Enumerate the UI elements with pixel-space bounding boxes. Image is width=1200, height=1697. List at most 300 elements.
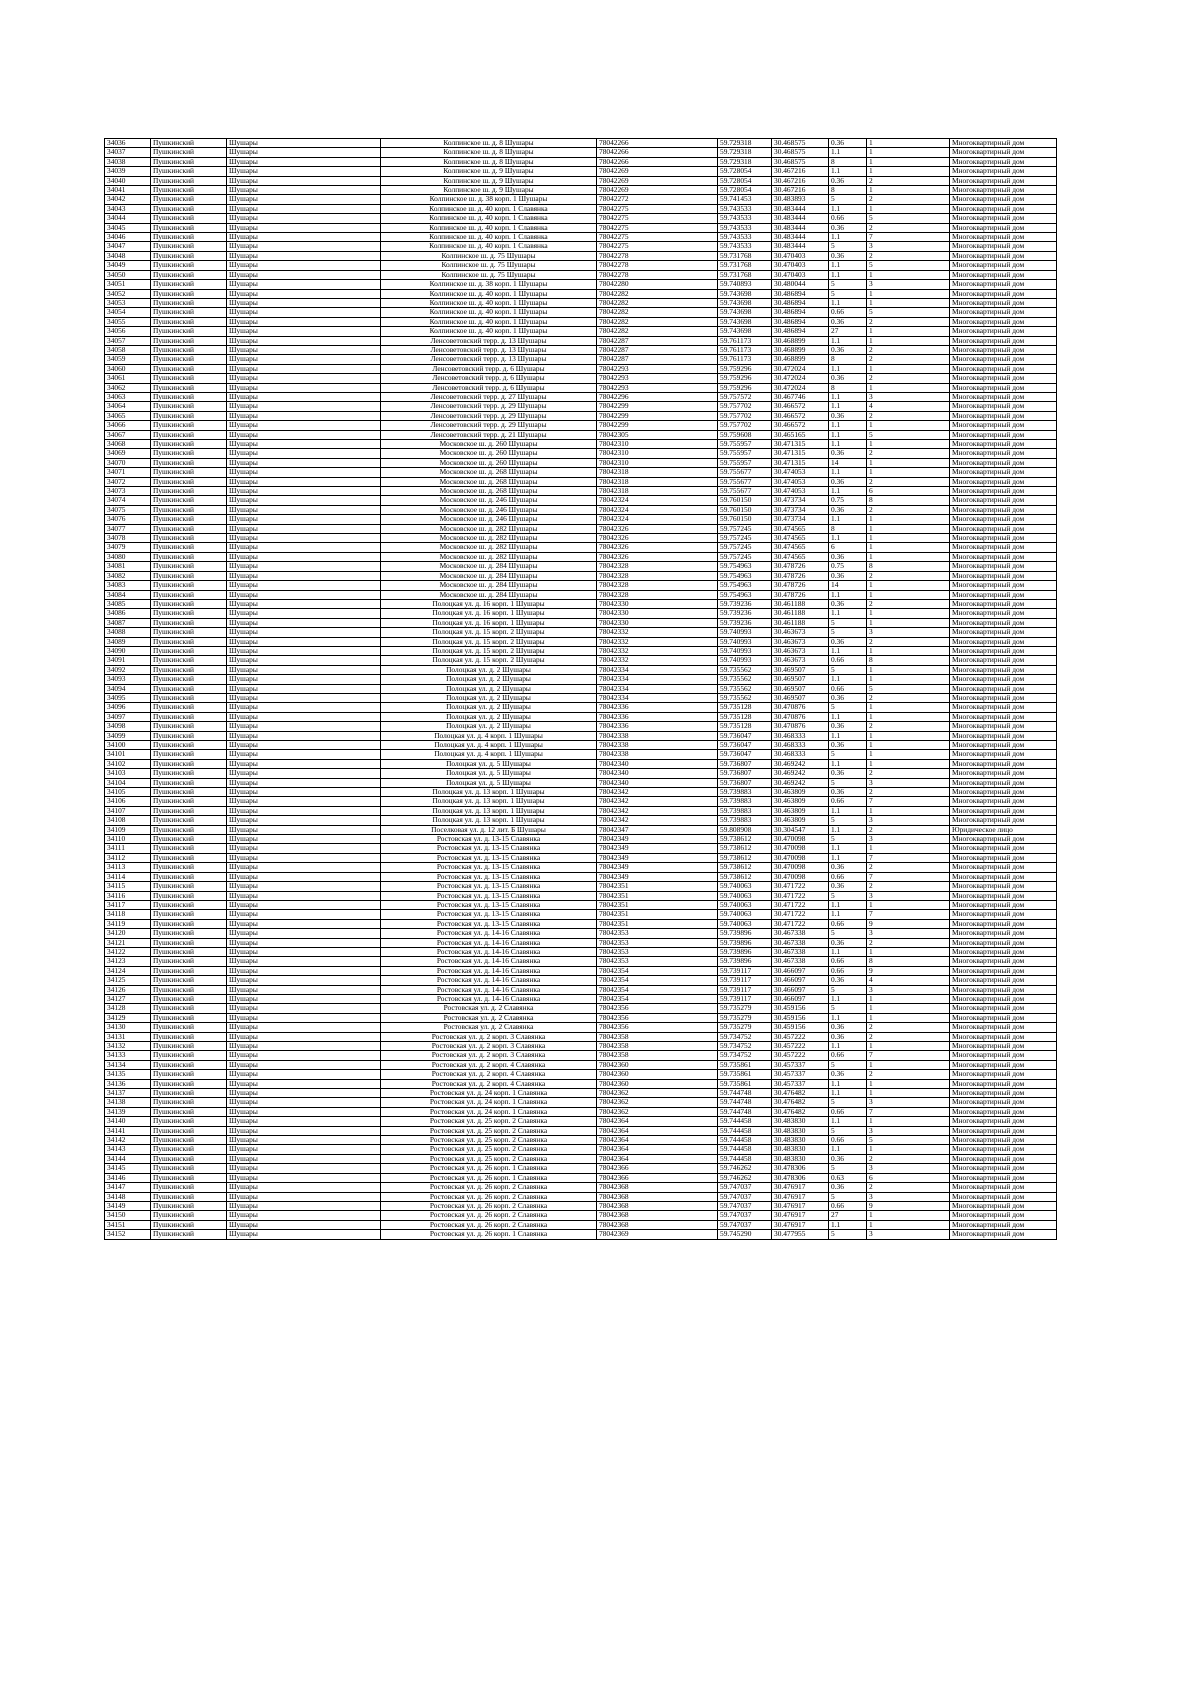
volume-cell: 1.1 — [829, 261, 867, 270]
latitude-cell: 59.736807 — [718, 769, 772, 778]
latitude-cell: 59.740063 — [718, 891, 772, 900]
longitude-cell: 30.469507 — [772, 675, 829, 684]
latitude-cell: 59.808908 — [718, 825, 772, 834]
table-row — [105, 477, 1057, 486]
table-row — [105, 552, 1057, 561]
settlement-cell: Шушары — [227, 383, 381, 392]
quantity-cell: 1 — [867, 1004, 950, 1013]
row-id-cell: 34129 — [105, 1013, 151, 1022]
object-type-cell: Многоквартирный дом — [950, 543, 1057, 552]
quantity-cell: 1 — [867, 994, 950, 1003]
latitude-cell: 59.735128 — [718, 703, 772, 712]
district-cell: Пушкинский — [151, 684, 227, 693]
settlement-cell: Шушары — [227, 976, 381, 985]
object-type-cell: Юридическое лицо — [950, 825, 1057, 834]
object-type-cell: Многоквартирный дом — [950, 534, 1057, 543]
district-cell: Пушкинский — [151, 872, 227, 881]
row-id-cell: 34066 — [105, 421, 151, 430]
object-code-cell: 78042282 — [597, 327, 718, 336]
longitude-cell: 30.478726 — [772, 571, 829, 580]
table-row — [105, 835, 1057, 844]
table-row — [105, 1117, 1057, 1126]
object-code-cell: 78042310 — [597, 449, 718, 458]
longitude-cell: 30.463673 — [772, 656, 829, 665]
table-row — [105, 214, 1057, 223]
object-code-cell: 78042334 — [597, 693, 718, 702]
longitude-cell: 30.474565 — [772, 534, 829, 543]
address-cell: Колпинское ш. д. 9 Шушары — [381, 186, 597, 195]
object-type-cell: Многоквартирный дом — [950, 1230, 1057, 1239]
district-cell: Пушкинский — [151, 261, 227, 270]
address-cell: Ростовская ул. д. 13-15 Славянка — [381, 844, 597, 853]
settlement-cell: Шушары — [227, 853, 381, 862]
quantity-cell: 1 — [867, 468, 950, 477]
object-type-cell: Многоквартирный дом — [950, 731, 1057, 740]
volume-cell: 0.36 — [829, 788, 867, 797]
latitude-cell: 59.740063 — [718, 919, 772, 928]
quantity-cell: 1 — [867, 383, 950, 392]
quantity-cell: 1 — [867, 148, 950, 157]
row-id-cell: 34082 — [105, 571, 151, 580]
volume-cell: 1.1 — [829, 1145, 867, 1154]
table-row — [105, 1107, 1057, 1116]
volume-cell: 1.1 — [829, 270, 867, 279]
settlement-cell: Шушары — [227, 816, 381, 825]
volume-cell: 1.1 — [829, 1042, 867, 1051]
object-type-cell: Многоквартирный дом — [950, 750, 1057, 759]
settlement-cell: Шушары — [227, 1154, 381, 1163]
district-cell: Пушкинский — [151, 289, 227, 298]
longitude-cell: 30.468899 — [772, 345, 829, 354]
address-cell: Полоцкая ул. д. 2 Шушары — [381, 722, 597, 731]
quantity-cell: 2 — [867, 411, 950, 420]
district-cell: Пушкинский — [151, 1051, 227, 1060]
district-cell: Пушкинский — [151, 938, 227, 947]
row-id-cell: 34137 — [105, 1089, 151, 1098]
volume-cell: 1.1 — [829, 731, 867, 740]
quantity-cell: 1 — [867, 167, 950, 176]
latitude-cell: 59.738612 — [718, 844, 772, 853]
settlement-cell: Шушары — [227, 646, 381, 655]
table-row — [105, 590, 1057, 599]
quantity-cell: 1 — [867, 186, 950, 195]
district-cell: Пушкинский — [151, 167, 227, 176]
longitude-cell: 30.478726 — [772, 562, 829, 571]
object-code-cell: 78042275 — [597, 214, 718, 223]
address-cell: Ростовская ул. д. 13-15 Славянка — [381, 891, 597, 900]
longitude-cell: 30.463673 — [772, 637, 829, 646]
district-cell: Пушкинский — [151, 1023, 227, 1032]
object-type-cell: Многоквартирный дом — [950, 186, 1057, 195]
settlement-cell: Шушары — [227, 1211, 381, 1220]
quantity-cell: 2 — [867, 251, 950, 260]
quantity-cell: 1 — [867, 806, 950, 815]
volume-cell: 0.36 — [829, 1154, 867, 1163]
longitude-cell: 30.476482 — [772, 1107, 829, 1116]
table-row — [105, 646, 1057, 655]
volume-cell: 5 — [829, 665, 867, 674]
table-row — [105, 176, 1057, 185]
latitude-cell: 59.744748 — [718, 1098, 772, 1107]
row-id-cell: 34051 — [105, 280, 151, 289]
quantity-cell: 5 — [867, 430, 950, 439]
settlement-cell: Шушары — [227, 308, 381, 317]
latitude-cell: 59.741453 — [718, 195, 772, 204]
table-row — [105, 317, 1057, 326]
longitude-cell: 30.477955 — [772, 1230, 829, 1239]
object-type-cell: Многоквартирный дом — [950, 345, 1057, 354]
object-type-cell: Многоквартирный дом — [950, 994, 1057, 1003]
quantity-cell: 1 — [867, 1211, 950, 1220]
settlement-cell: Шушары — [227, 364, 381, 373]
table-row — [105, 411, 1057, 420]
latitude-cell: 59.746262 — [718, 1173, 772, 1182]
longitude-cell: 30.483444 — [772, 233, 829, 242]
volume-cell: 5 — [829, 703, 867, 712]
object-code-cell: 78042364 — [597, 1136, 718, 1145]
object-type-cell: Многоквартирный дом — [950, 1004, 1057, 1013]
address-cell: Ленсоветовский терр. д. 29 Шушары — [381, 402, 597, 411]
latitude-cell: 59.757245 — [718, 524, 772, 533]
district-cell: Пушкинский — [151, 336, 227, 345]
district-cell: Пушкинский — [151, 186, 227, 195]
quantity-cell: 1 — [867, 1060, 950, 1069]
settlement-cell: Шушары — [227, 966, 381, 975]
settlement-cell: Шушары — [227, 543, 381, 552]
object-type-cell: Многоквартирный дом — [950, 496, 1057, 505]
longitude-cell: 30.459156 — [772, 1013, 829, 1022]
latitude-cell: 59.739236 — [718, 599, 772, 608]
district-cell: Пушкинский — [151, 1032, 227, 1041]
object-type-cell: Многоквартирный дом — [950, 684, 1057, 693]
latitude-cell: 59.739896 — [718, 947, 772, 956]
object-type-cell: Многоквартирный дом — [950, 270, 1057, 279]
address-cell: Колпинское ш. д. 40 корп. 1 Шушары — [381, 308, 597, 317]
volume-cell: 1.1 — [829, 900, 867, 909]
latitude-cell: 59.754963 — [718, 562, 772, 571]
table-row — [105, 430, 1057, 439]
table-row — [105, 703, 1057, 712]
table-row — [105, 1154, 1057, 1163]
quantity-cell: 1 — [867, 618, 950, 627]
address-cell: Колпинское ш. д. 40 корп. 1 Славянка — [381, 204, 597, 213]
settlement-cell: Шушары — [227, 900, 381, 909]
settlement-cell: Шушары — [227, 741, 381, 750]
object-code-cell: 78042326 — [597, 534, 718, 543]
table-row — [105, 392, 1057, 401]
latitude-cell: 59.755677 — [718, 477, 772, 486]
address-cell: Ленсоветовский терр. д. 29 Шушары — [381, 421, 597, 430]
table-row — [105, 581, 1057, 590]
row-id-cell: 34100 — [105, 741, 151, 750]
object-code-cell: 78042351 — [597, 891, 718, 900]
object-type-cell: Многоквартирный дом — [950, 929, 1057, 938]
settlement-cell: Шушары — [227, 270, 381, 279]
object-code-cell: 78042342 — [597, 806, 718, 815]
longitude-cell: 30.486894 — [772, 317, 829, 326]
row-id-cell: 34091 — [105, 656, 151, 665]
table-row — [105, 383, 1057, 392]
address-cell: Ростовская ул. д. 2 Славянка — [381, 1023, 597, 1032]
row-id-cell: 34094 — [105, 684, 151, 693]
quantity-cell: 1 — [867, 157, 950, 166]
object-type-cell: Многоквартирный дом — [950, 449, 1057, 458]
object-type-cell: Многоквартирный дом — [950, 1089, 1057, 1098]
volume-cell: 5 — [829, 1230, 867, 1239]
object-type-cell: Многоквартирный дом — [950, 468, 1057, 477]
longitude-cell: 30.483830 — [772, 1136, 829, 1145]
address-cell: Колпинское ш. д. 38 корп. 1 Шушары — [381, 195, 597, 204]
volume-cell: 27 — [829, 327, 867, 336]
table-row — [105, 487, 1057, 496]
settlement-cell: Шушары — [227, 411, 381, 420]
quantity-cell: 1 — [867, 421, 950, 430]
row-id-cell: 34112 — [105, 853, 151, 862]
latitude-cell: 59.757572 — [718, 392, 772, 401]
address-cell: Полоцкая ул. д. 15 корп. 2 Шушары — [381, 637, 597, 646]
volume-cell: 1.1 — [829, 534, 867, 543]
quantity-cell: 7 — [867, 233, 950, 242]
table-row — [105, 919, 1057, 928]
object-type-cell: Многоквартирный дом — [950, 223, 1057, 232]
row-id-cell: 34143 — [105, 1145, 151, 1154]
district-cell: Пушкинский — [151, 693, 227, 702]
longitude-cell: 30.468333 — [772, 750, 829, 759]
district-cell: Пушкинский — [151, 1136, 227, 1145]
object-code-cell: 78042342 — [597, 797, 718, 806]
volume-cell: 0.36 — [829, 882, 867, 891]
longitude-cell: 30.469507 — [772, 665, 829, 674]
quantity-cell: 9 — [867, 919, 950, 928]
object-type-cell: Многоквартирный дом — [950, 1136, 1057, 1145]
district-cell: Пушкинский — [151, 1154, 227, 1163]
quantity-cell: 1 — [867, 1117, 950, 1126]
volume-cell: 1.1 — [829, 609, 867, 618]
object-type-cell: Многоквартирный дом — [950, 1098, 1057, 1107]
settlement-cell: Шушары — [227, 919, 381, 928]
object-type-cell: Многоквартирный дом — [950, 1117, 1057, 1126]
latitude-cell: 59.735279 — [718, 1023, 772, 1032]
volume-cell: 8 — [829, 383, 867, 392]
quantity-cell: 7 — [867, 1051, 950, 1060]
volume-cell: 0.36 — [829, 176, 867, 185]
quantity-cell: 5 — [867, 308, 950, 317]
settlement-cell: Шушары — [227, 571, 381, 580]
district-cell: Пушкинский — [151, 769, 227, 778]
volume-cell: 5 — [829, 929, 867, 938]
address-cell: Полоцкая ул. д. 15 корп. 2 Шушары — [381, 656, 597, 665]
object-type-cell: Многоквартирный дом — [950, 364, 1057, 373]
volume-cell: 5 — [829, 1098, 867, 1107]
latitude-cell: 59.739883 — [718, 806, 772, 815]
latitude-cell: 59.736807 — [718, 759, 772, 768]
latitude-cell: 59.743533 — [718, 214, 772, 223]
latitude-cell: 59.739896 — [718, 929, 772, 938]
object-code-cell: 78042324 — [597, 505, 718, 514]
longitude-cell: 30.461188 — [772, 599, 829, 608]
settlement-cell: Шушары — [227, 628, 381, 637]
volume-cell: 5 — [829, 195, 867, 204]
district-cell: Пушкинский — [151, 1060, 227, 1069]
table-row — [105, 929, 1057, 938]
district-cell: Пушкинский — [151, 929, 227, 938]
object-code-cell: 78042340 — [597, 769, 718, 778]
object-code-cell: 78042299 — [597, 402, 718, 411]
settlement-cell: Шушары — [227, 1201, 381, 1210]
table-row — [105, 816, 1057, 825]
district-cell: Пушкинский — [151, 1042, 227, 1051]
table-row — [105, 1070, 1057, 1079]
longitude-cell: 30.483444 — [772, 204, 829, 213]
latitude-cell: 59.744458 — [718, 1126, 772, 1135]
settlement-cell: Шушары — [227, 675, 381, 684]
row-id-cell: 34071 — [105, 468, 151, 477]
settlement-cell: Шушары — [227, 289, 381, 298]
settlement-cell: Шушары — [227, 985, 381, 994]
address-cell: Московское ш. д. 284 Шушары — [381, 581, 597, 590]
longitude-cell: 30.467216 — [772, 176, 829, 185]
longitude-cell: 30.476917 — [772, 1211, 829, 1220]
object-type-cell: Многоквартирный дом — [950, 703, 1057, 712]
address-cell: Ростовская ул. д. 14-16 Славянка — [381, 947, 597, 956]
quantity-cell: 2 — [867, 195, 950, 204]
settlement-cell: Шушары — [227, 402, 381, 411]
settlement-cell: Шушары — [227, 1183, 381, 1192]
latitude-cell: 59.759296 — [718, 374, 772, 383]
row-id-cell: 34075 — [105, 505, 151, 514]
row-id-cell: 34098 — [105, 722, 151, 731]
object-code-cell: 78042275 — [597, 233, 718, 242]
longitude-cell: 30.467338 — [772, 947, 829, 956]
volume-cell: 1.1 — [829, 1220, 867, 1229]
object-type-cell: Многоквартирный дом — [950, 233, 1057, 242]
address-cell: Московское ш. д. 246 Шушары — [381, 515, 597, 524]
row-id-cell: 34088 — [105, 628, 151, 637]
district-cell: Пушкинский — [151, 1126, 227, 1135]
settlement-cell: Шушары — [227, 994, 381, 1003]
object-type-cell: Многоквартирный дом — [950, 599, 1057, 608]
object-type-cell: Многоквартирный дом — [950, 722, 1057, 731]
table-row — [105, 1032, 1057, 1041]
table-row — [105, 741, 1057, 750]
address-cell: Ростовская ул. д. 13-15 Славянка — [381, 910, 597, 919]
volume-cell: 1.1 — [829, 392, 867, 401]
quantity-cell: 2 — [867, 1023, 950, 1032]
row-id-cell: 34133 — [105, 1051, 151, 1060]
district-cell: Пушкинский — [151, 139, 227, 148]
settlement-cell: Шушары — [227, 449, 381, 458]
object-type-cell: Многоквартирный дом — [950, 421, 1057, 430]
longitude-cell: 30.474565 — [772, 552, 829, 561]
longitude-cell: 30.469242 — [772, 769, 829, 778]
table-row — [105, 1230, 1057, 1239]
address-cell: Ростовская ул. д. 26 корп. 2 Славянка — [381, 1183, 597, 1192]
latitude-cell: 59.735562 — [718, 665, 772, 674]
district-cell: Пушкинский — [151, 882, 227, 891]
volume-cell: 1.1 — [829, 646, 867, 655]
object-code-cell: 78042358 — [597, 1032, 718, 1041]
row-id-cell: 34138 — [105, 1098, 151, 1107]
settlement-cell: Шушары — [227, 910, 381, 919]
address-cell: Ростовская ул. д. 26 корп. 1 Славянка — [381, 1173, 597, 1182]
object-code-cell: 78042354 — [597, 966, 718, 975]
object-code-cell: 78042326 — [597, 524, 718, 533]
longitude-cell: 30.474053 — [772, 468, 829, 477]
object-code-cell: 78042282 — [597, 289, 718, 298]
object-type-cell: Многоквартирный дом — [950, 797, 1057, 806]
object-code-cell: 78042330 — [597, 618, 718, 627]
longitude-cell: 30.486894 — [772, 298, 829, 307]
latitude-cell: 59.738612 — [718, 835, 772, 844]
volume-cell: 1.1 — [829, 298, 867, 307]
district-cell: Пушкинский — [151, 270, 227, 279]
longitude-cell: 30.470876 — [772, 703, 829, 712]
address-cell: Ростовская ул. д. 13-15 Славянка — [381, 835, 597, 844]
object-type-cell: Многоквартирный дом — [950, 251, 1057, 260]
settlement-cell: Шушары — [227, 562, 381, 571]
latitude-cell: 59.740893 — [718, 280, 772, 289]
object-code-cell: 78042293 — [597, 374, 718, 383]
address-cell: Ростовская ул. д. 25 корп. 2 Славянка — [381, 1136, 597, 1145]
latitude-cell: 59.734752 — [718, 1032, 772, 1041]
address-cell: Ростовская ул. д. 24 корп. 1 Славянка — [381, 1098, 597, 1107]
quantity-cell: 1 — [867, 524, 950, 533]
object-type-cell: Многоквартирный дом — [950, 919, 1057, 928]
quantity-cell: 3 — [867, 778, 950, 787]
object-type-cell: Многоквартирный дом — [950, 317, 1057, 326]
object-type-cell: Многоквартирный дом — [950, 167, 1057, 176]
district-cell: Пушкинский — [151, 242, 227, 251]
row-id-cell: 34107 — [105, 806, 151, 815]
settlement-cell: Шушары — [227, 618, 381, 627]
table-row — [105, 844, 1057, 853]
volume-cell: 5 — [829, 1164, 867, 1173]
object-type-cell: Многоквартирный дом — [950, 355, 1057, 364]
latitude-cell: 59.743533 — [718, 204, 772, 213]
address-cell: Московское ш. д. 246 Шушары — [381, 496, 597, 505]
latitude-cell: 59.740993 — [718, 646, 772, 655]
row-id-cell: 34038 — [105, 157, 151, 166]
quantity-cell: 1 — [867, 675, 950, 684]
address-cell: Полоцкая ул. д. 16 корп. 1 Шушары — [381, 618, 597, 627]
settlement-cell: Шушары — [227, 515, 381, 524]
quantity-cell: 1 — [867, 703, 950, 712]
table-row — [105, 1201, 1057, 1210]
row-id-cell: 34151 — [105, 1220, 151, 1229]
volume-cell: 1.1 — [829, 1089, 867, 1098]
row-id-cell: 34048 — [105, 251, 151, 260]
settlement-cell: Шушары — [227, 1117, 381, 1126]
address-cell: Московское ш. д. 260 Шушары — [381, 458, 597, 467]
address-cell: Ростовская ул. д. 13-15 Славянка — [381, 882, 597, 891]
row-id-cell: 34076 — [105, 515, 151, 524]
district-cell: Пушкинский — [151, 741, 227, 750]
address-cell: Полоцкая ул. д. 4 корп. 1 Шушары — [381, 731, 597, 740]
address-cell: Полоцкая ул. д. 2 Шушары — [381, 703, 597, 712]
district-cell: Пушкинский — [151, 646, 227, 655]
table-row — [105, 872, 1057, 881]
quantity-cell: 2 — [867, 1183, 950, 1192]
volume-cell: 1.1 — [829, 1013, 867, 1022]
settlement-cell: Шушары — [227, 534, 381, 543]
object-code-cell: 78042356 — [597, 1013, 718, 1022]
district-cell: Пушкинский — [151, 590, 227, 599]
table-row — [105, 1136, 1057, 1145]
object-type-cell: Многоквартирный дом — [950, 618, 1057, 627]
object-code-cell: 78042336 — [597, 712, 718, 721]
longitude-cell: 30.304547 — [772, 825, 829, 834]
longitude-cell: 30.474053 — [772, 477, 829, 486]
